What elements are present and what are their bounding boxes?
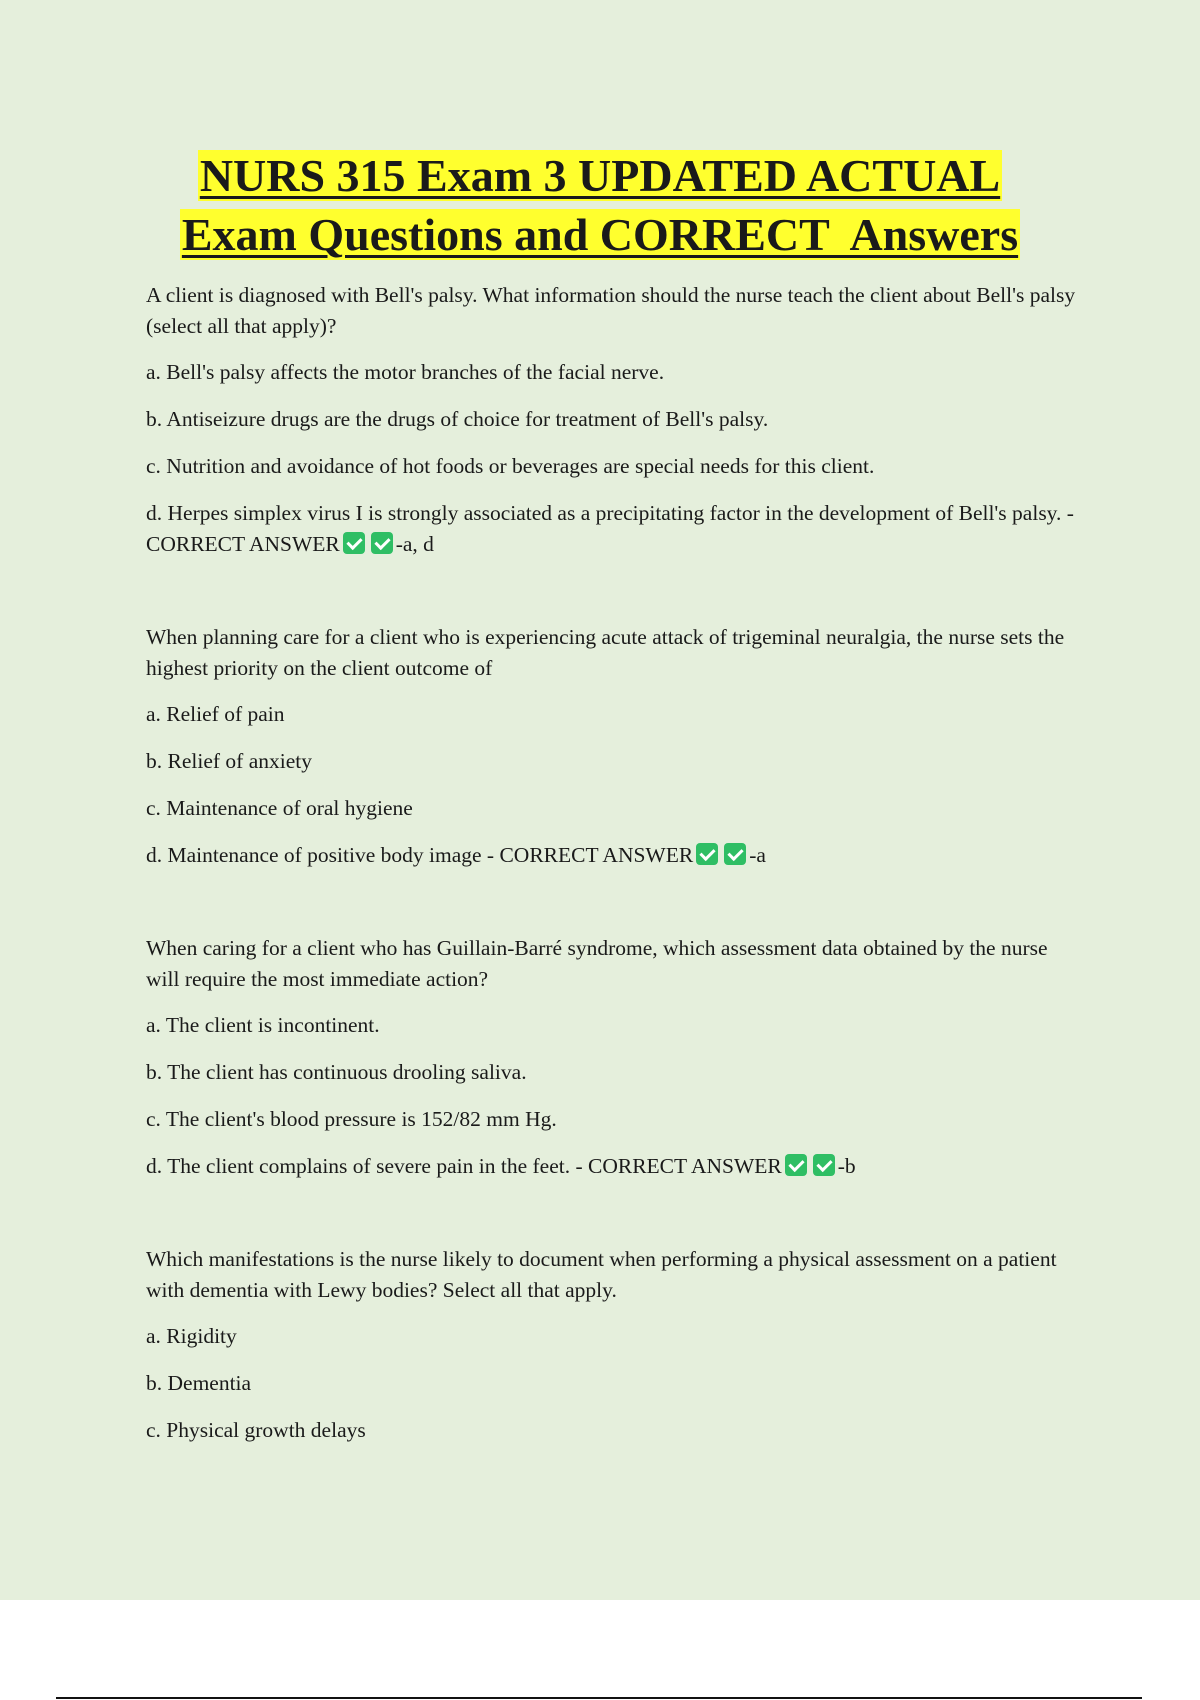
question-3-answer: -b [837,1154,856,1178]
question-1-option-a: a. Bell's palsy affects the motor branches of the facial nerve. [146,360,665,384]
question-4-option-c: c. Physical growth delays [146,1418,366,1442]
title-line-1-text: NURS 315 Exam 3 UPDATED ACTUAL [199,150,1001,201]
question-1-option-c: c. Nutrition and avoidance of hot foods or beverages are special needs for this client. [146,454,875,478]
question-1-option-d [146,498,1086,560]
question-2-option-d [146,840,1086,871]
check-mark-icon [343,532,365,554]
question-1-option-d-text: d. Herpes simplex virus I is strongly associated as a precipitating factor in the development of Bell's palsy. - CORRECT ANSWER [146,501,1074,556]
question-3 [146,933,1086,1182]
document-title [0,146,1200,264]
question-2-option-c: c. Maintenance of oral hygiene [146,796,413,820]
check-mark-icon [813,1154,835,1176]
footer-divider [56,1697,1142,1699]
question-2-option-a: a. Relief of pain [146,702,285,726]
question-3-text: When caring for a client who has Guillain-Barré syndrome, which assessment data obtained by the nurse will require the most immediate action? [146,936,1048,991]
question-1-text: A client is diagnosed with Bell's palsy. What information should the nurse teach the client about Bell's palsy (select all that apply)? [146,283,1076,338]
title-line-1 [198,146,1002,205]
question-1-option-b: b. Antiseizure drugs are the drugs of choice for treatment of Bell's palsy. [146,407,769,431]
title-line-2 [180,205,1020,264]
question-2-text: When planning care for a client who is experiencing acute attack of trigeminal neuralgia, the nurse sets the highest priority on the client outcome of [146,625,1065,680]
question-4-text: Which manifestations is the nurse likely to document when performing a physical assessment on a patient with dementia with Lewy bodies? Select all that apply. [146,1247,1057,1302]
title-line-2-text: Exam Questions and CORRECT Answers [181,209,1019,260]
question-2-option-d-text: d. Maintenance of positive body image - CORRECT ANSWER [146,843,694,867]
question-3-option-a: a. The client is incontinent. [146,1013,380,1037]
question-4-option-b: b. Dementia [146,1371,252,1395]
check-mark-icon [696,843,718,865]
question-4 [146,1244,1086,1446]
question-2-option-b: b. Relief of anxiety [146,749,312,773]
question-3-option-c: c. The client's blood pressure is 152/82 mm Hg. [146,1107,557,1131]
question-3-option-b: b. The client has continuous drooling saliva. [146,1060,527,1084]
question-list [146,280,1086,1508]
question-2-answer: -a [749,843,766,867]
question-3-option-d [146,1151,1086,1182]
check-mark-icon [371,532,393,554]
question-4-option-a: a. Rigidity [146,1324,237,1348]
check-mark-icon [785,1154,807,1176]
question-1-answer: -a, d [395,532,434,556]
question-2 [146,622,1086,871]
question-3-option-d-text: d. The client complains of severe pain in the feet. - CORRECT ANSWER [146,1154,782,1178]
question-1 [146,280,1086,560]
check-mark-icon [724,843,746,865]
